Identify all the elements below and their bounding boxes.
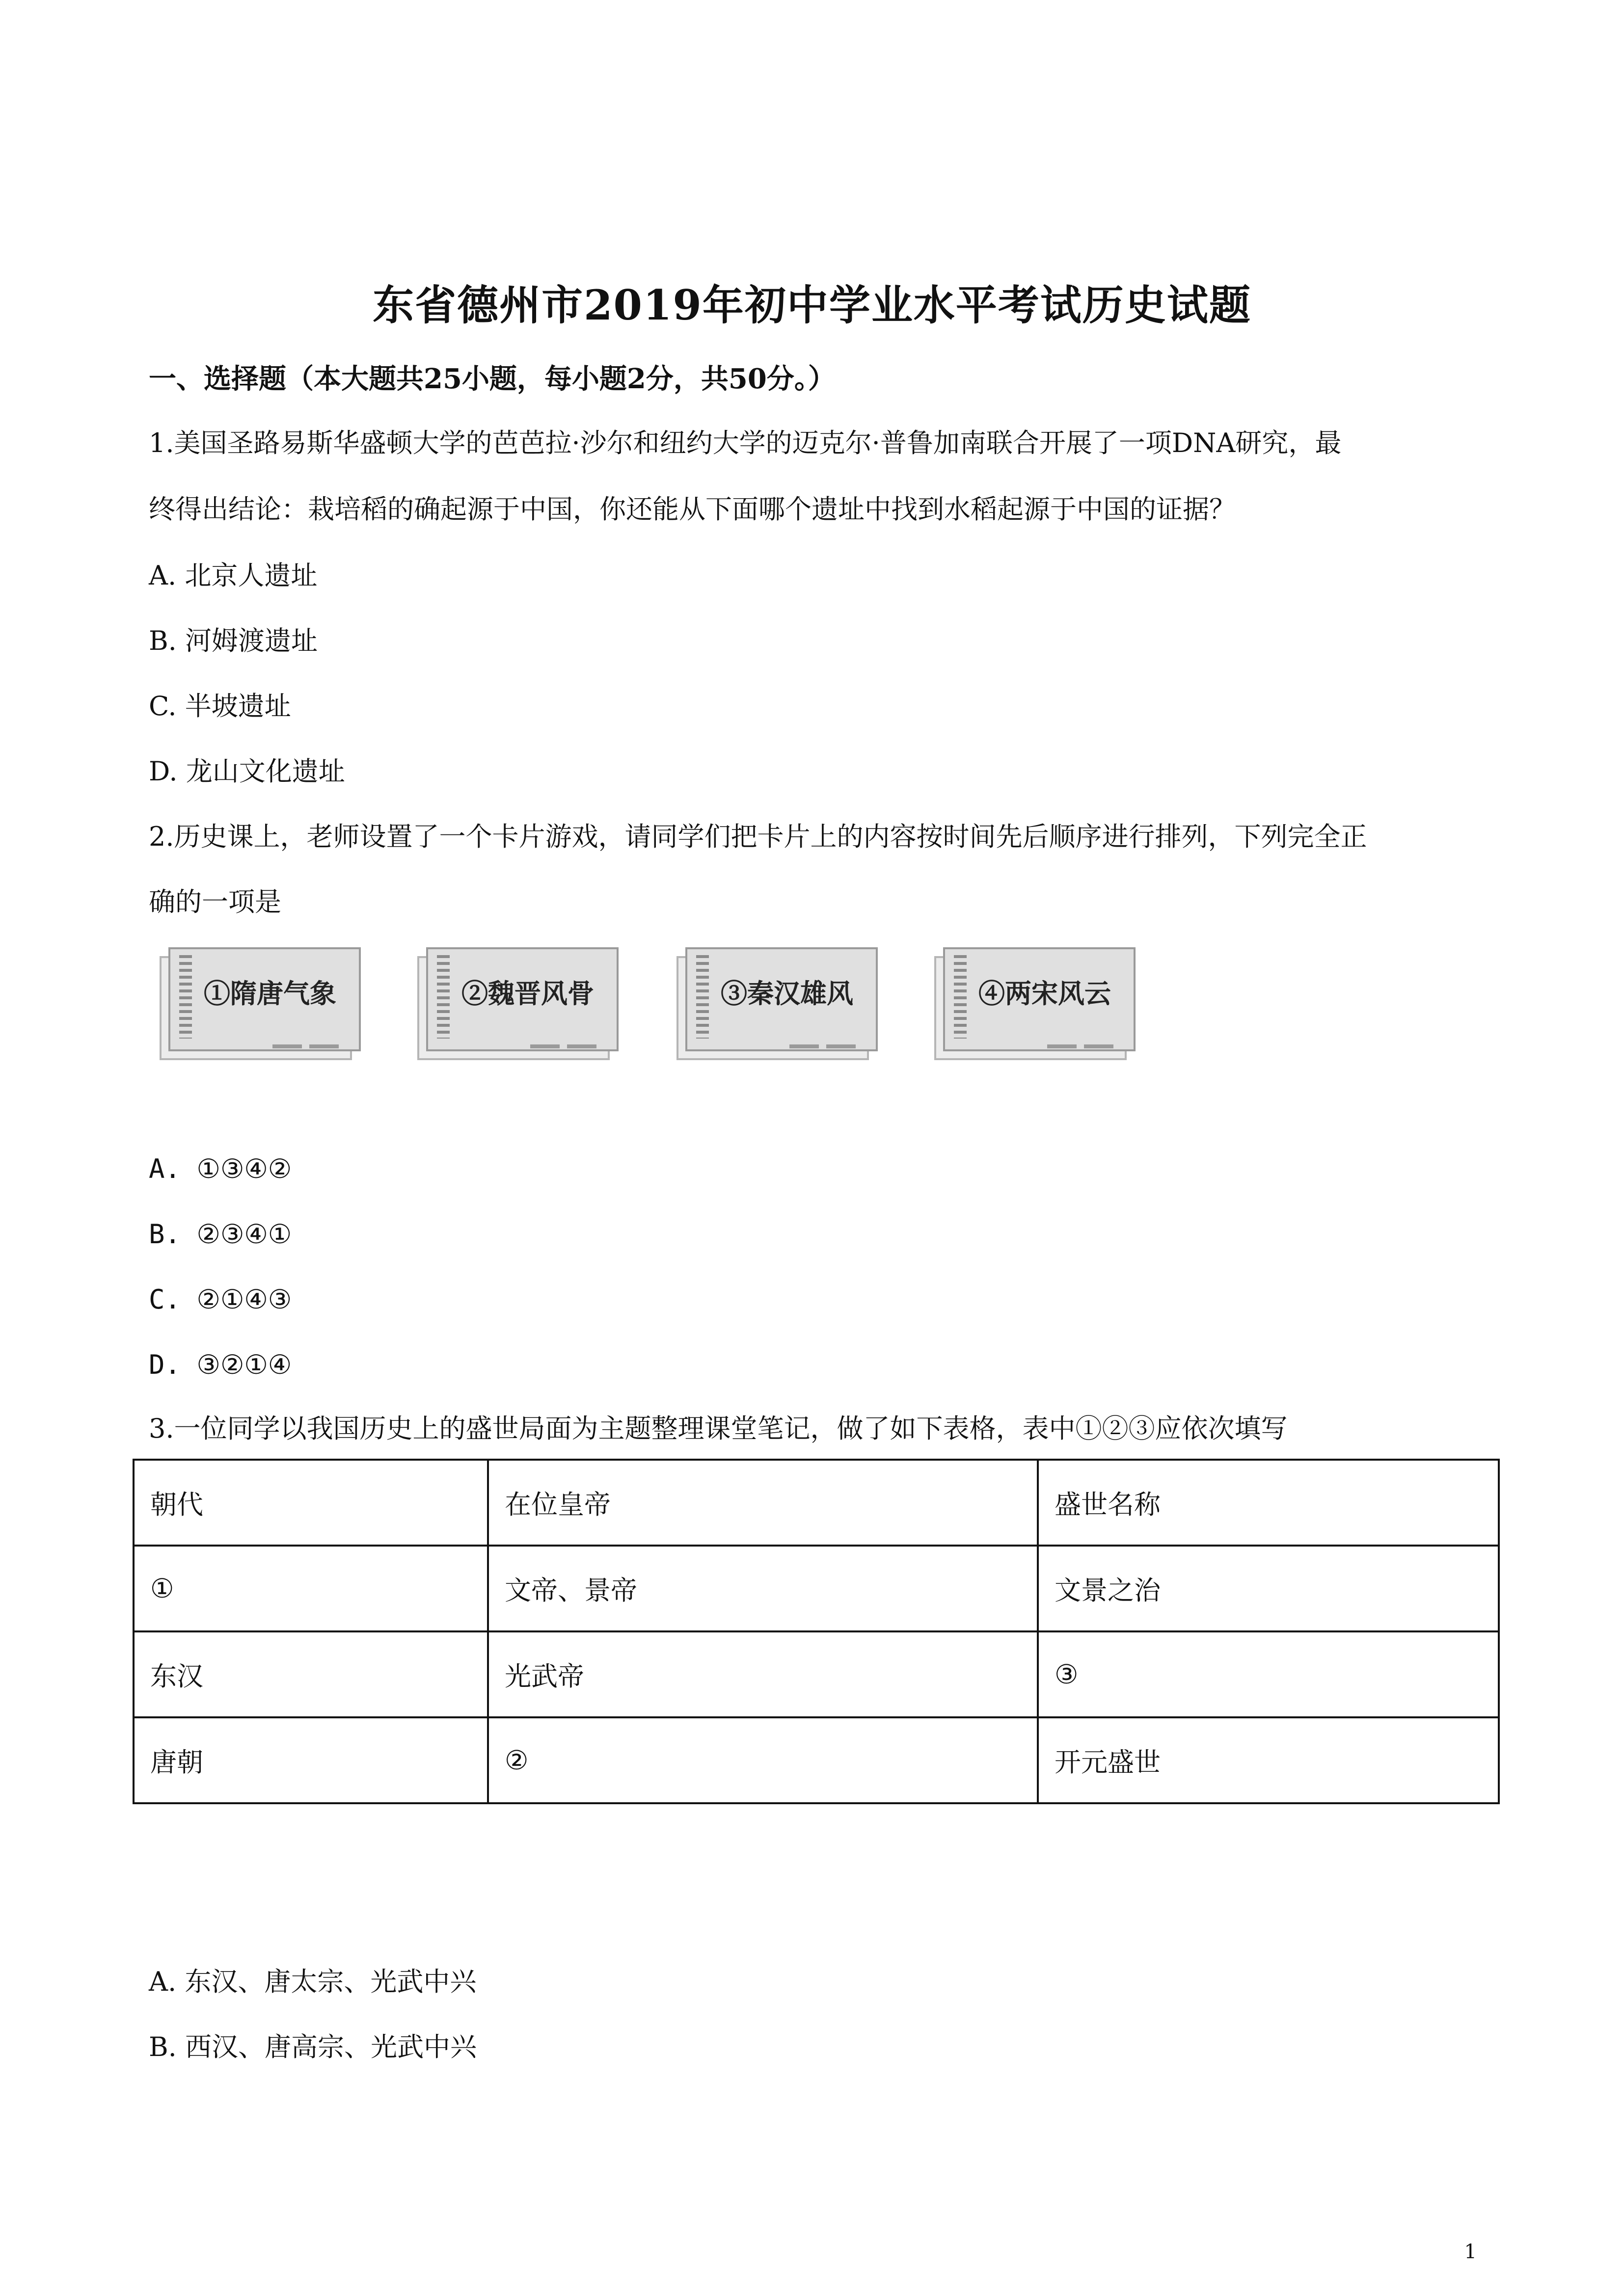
spiral-binding-icon — [179, 955, 192, 1039]
q3-line1: 3.一位同学以我国历史上的盛世局面为主题整理课堂笔记，做了如下表格，表中①②③应依次填写 — [149, 1413, 1288, 1444]
q2-option-c: C. ②①④③ — [149, 1284, 292, 1315]
table-cell: ② — [488, 1717, 1038, 1803]
card-1 — [160, 947, 361, 1060]
card-3 — [677, 947, 878, 1060]
q1-option-b: B. 河姆渡遗址 — [149, 625, 318, 656]
table-cell: 文景之治 — [1038, 1546, 1499, 1631]
table-cell: 开元盛世 — [1038, 1717, 1499, 1803]
table-cell: ③ — [1038, 1631, 1499, 1717]
q1-line2: 终得出结论：栽培稻的确起源于中国，你还能从下面哪个遗址中找到水稻起源于中国的证据？ — [149, 494, 1236, 525]
card-2 — [417, 947, 619, 1060]
q1-option-d: D. 龙山文化遗址 — [149, 756, 345, 787]
table-cell: 光武帝 — [488, 1631, 1038, 1717]
spiral-binding-icon — [954, 955, 967, 1039]
q3-option-a: A. 东汉、唐太宗、光武中兴 — [149, 1966, 477, 1997]
q1-option-a: A. 北京人遗址 — [149, 560, 318, 591]
q2-option-d: D. ③②①④ — [149, 1349, 292, 1380]
table-header-cell: 在位皇帝 — [488, 1460, 1038, 1546]
table-header-row — [134, 1460, 1499, 1546]
dynasty-table — [133, 1459, 1500, 1804]
q1-line1: 1.美国圣路易斯华盛顿大学的芭芭拉·沙尔和纽约大学的迈克尔·普鲁加南联合开展了一项DNA研究，最 — [149, 427, 1342, 458]
table-row — [134, 1546, 1499, 1631]
section-heading: 一、选择题（本大题共25小题，每小题2分，共50分。） — [149, 363, 836, 395]
q2-option-b: B. ②③④① — [149, 1219, 292, 1250]
q1-option-c: C. 半坡遗址 — [149, 691, 291, 721]
table-cell: 东汉 — [134, 1631, 488, 1717]
table-row — [134, 1717, 1499, 1803]
table-header-cell: 盛世名称 — [1038, 1460, 1499, 1546]
card-label: ①隋唐气象 — [204, 978, 336, 1009]
table-cell: 唐朝 — [134, 1717, 488, 1803]
spiral-binding-icon — [437, 955, 450, 1039]
q2-line2: 确的一项是 — [149, 886, 281, 917]
card-label: ②魏晋风骨 — [461, 978, 594, 1009]
page-number: 1 — [1464, 2241, 1477, 2263]
table-cell: 文帝、景帝 — [488, 1546, 1038, 1631]
q2-option-a: A. ①③④② — [149, 1153, 292, 1184]
page-title: 东省德州市2019年初中学业水平考试历史试题 — [373, 281, 1251, 329]
card-4 — [934, 947, 1136, 1060]
table-cell: ① — [134, 1546, 488, 1631]
q3-option-b: B. 西汉、唐高宗、光武中兴 — [149, 2031, 477, 2062]
table-row — [134, 1631, 1499, 1717]
card-label: ④两宋风云 — [978, 978, 1111, 1009]
spiral-binding-icon — [696, 955, 709, 1039]
table-header-cell: 朝代 — [134, 1460, 488, 1546]
q2-line1: 2.历史课上，老师设置了一个卡片游戏，请同学们把卡片上的内容按时间先后顺序进行排列，下列完全正 — [149, 821, 1367, 852]
card-label: ③秦汉雄风 — [721, 978, 853, 1009]
